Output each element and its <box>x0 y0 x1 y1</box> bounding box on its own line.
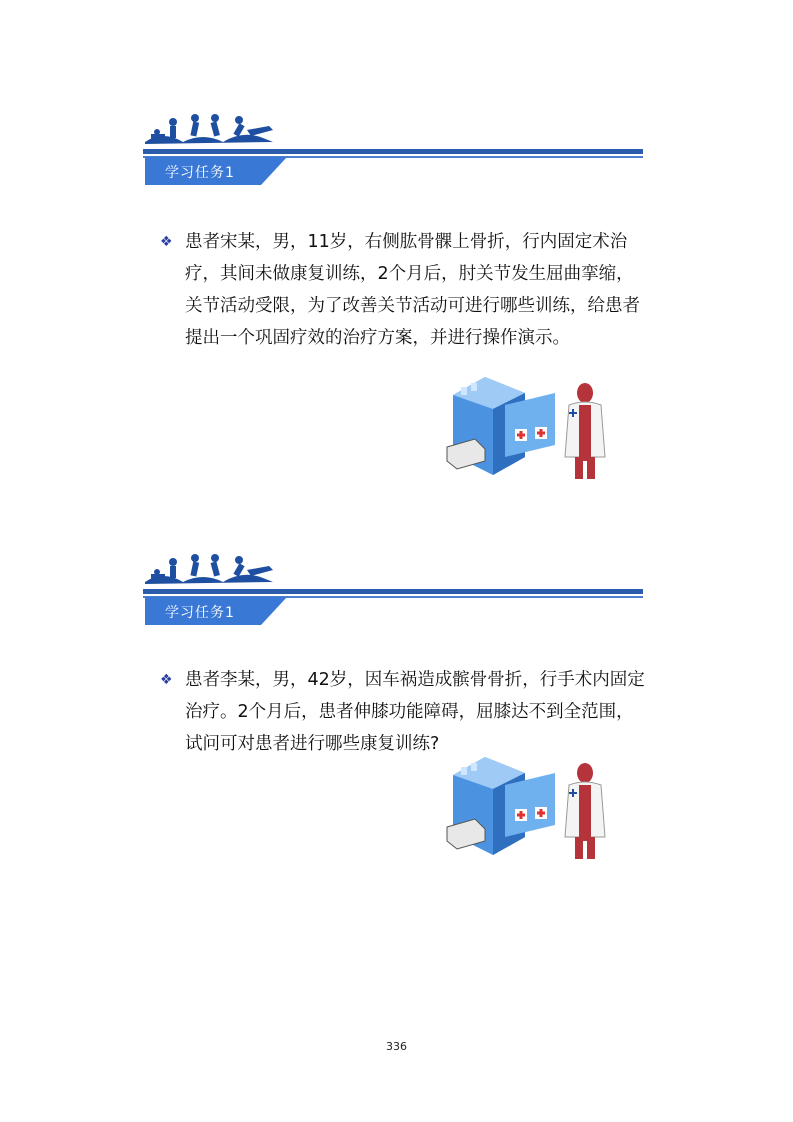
section-tab <box>145 157 287 185</box>
page-number: 336 <box>386 1040 407 1053</box>
rehab-figures-icon <box>143 108 293 148</box>
task-paragraph <box>160 226 650 356</box>
diamond-bullet-icon: ❖ <box>160 234 173 250</box>
header-rule <box>143 149 643 154</box>
section-tab-label: 学习任务1 <box>165 605 235 621</box>
header-rule <box>143 589 643 594</box>
hospital-doctor-illustration <box>445 365 610 485</box>
section-tab <box>145 597 287 625</box>
diamond-bullet-icon: ❖ <box>160 672 173 688</box>
task-text: 患者宋某，男，11岁，右侧肱骨髁上骨折，行内固定术治疗，其间未做康复训练，2个月后，肘关节发生屈曲挛缩，关节活动受限，为了改善关节活动可进行哪些训练，给患者提出一个巩固疗效的治疗方案，并进行操作演示。 <box>185 232 640 348</box>
hospital-doctor-illustration <box>445 745 610 865</box>
section-tab-label: 学习任务1 <box>165 165 235 181</box>
rehab-figures-icon <box>143 548 293 588</box>
task-text: 患者李某，男，42岁，因车祸造成髌骨骨折，行手术内固定治疗。2个月后，患者伸膝功能障碍，屈膝达不到全范围，试问可对患者进行哪些康复训练? <box>185 670 645 754</box>
